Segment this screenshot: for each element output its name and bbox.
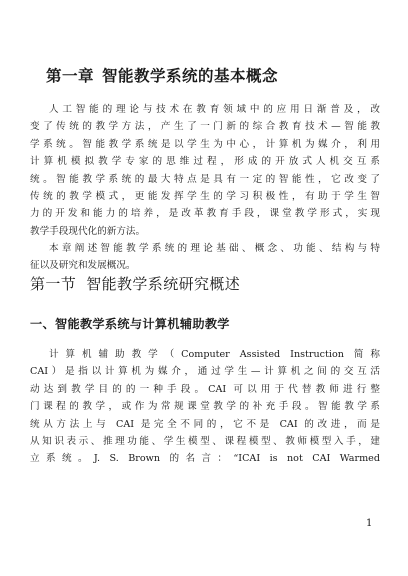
text-line: 统。智能教学系统的最大特点是具有一定的智能性，它改变了	[30, 173, 380, 185]
chapter-number: 第一章	[46, 67, 95, 85]
subsection-title: 一、智能教学系统与计算机辅助教学	[30, 317, 230, 331]
body-paragraph	[30, 346, 380, 468]
text-line: CAI）是指以计算机为媒介，通过学生—计算机之间的交互活	[30, 366, 380, 378]
text-line: 人工智能的理论与技术在教育领域中的应用日渐普及，改	[49, 104, 380, 115]
section-number: 第一节	[30, 275, 77, 293]
text-line: 本章阐述智能教学系统的理论基础、概念、功能、结构与特	[49, 243, 380, 254]
chapter-title	[46, 64, 278, 86]
text-line: 统从方法上与 CAI 是完全不同的，它不是 CAI 的改进，而是	[30, 418, 380, 430]
text-line: 教学手段现代化的新方法。	[30, 225, 146, 237]
intro-paragraph-1	[30, 101, 380, 240]
text-line: 力的开发和能力的培养，是改革教育手段，课堂教学形式，实现	[30, 208, 380, 220]
text-line: 征以及研究和发展概况。	[30, 260, 136, 272]
text-line: 动达到教学目的的一种手段。CAI 可以用于代替教师进行整	[30, 383, 380, 395]
text-line: 门课程的教学，或作为常规课堂教学的补充手段。智能教学系	[30, 401, 380, 413]
page-number: 1	[366, 518, 373, 529]
section-title	[30, 273, 240, 294]
text-line: 传统的教学模式，更能发挥学生的学习积极性，有助于学生智	[30, 191, 380, 203]
text-line: 学系统。智能教学系统是以学生为中心，计算机为媒介，利用	[30, 138, 380, 150]
intro-paragraph-2	[30, 240, 380, 275]
text-line: 立系统。J. S. Brown 的名言：“ICAI is not CAI Warmed	[30, 453, 380, 465]
text-line: 计算机模拟教学专家的思维过程，形成的开放式人机交互系	[30, 156, 380, 168]
text-line: 计算机辅助教学（Computer Assisted Instruction 简称	[49, 349, 380, 360]
text-line: 变了传统的教学方法，产生了一门新的综合教育技术—智能教	[30, 121, 380, 133]
section-name: 智能教学系统研究概述	[86, 275, 241, 293]
text-line: 从知识表示、推理功能、学生模型、课程模型、教师模型入手，建	[30, 436, 380, 448]
chapter-name: 智能教学系统的基本概念	[102, 67, 279, 85]
